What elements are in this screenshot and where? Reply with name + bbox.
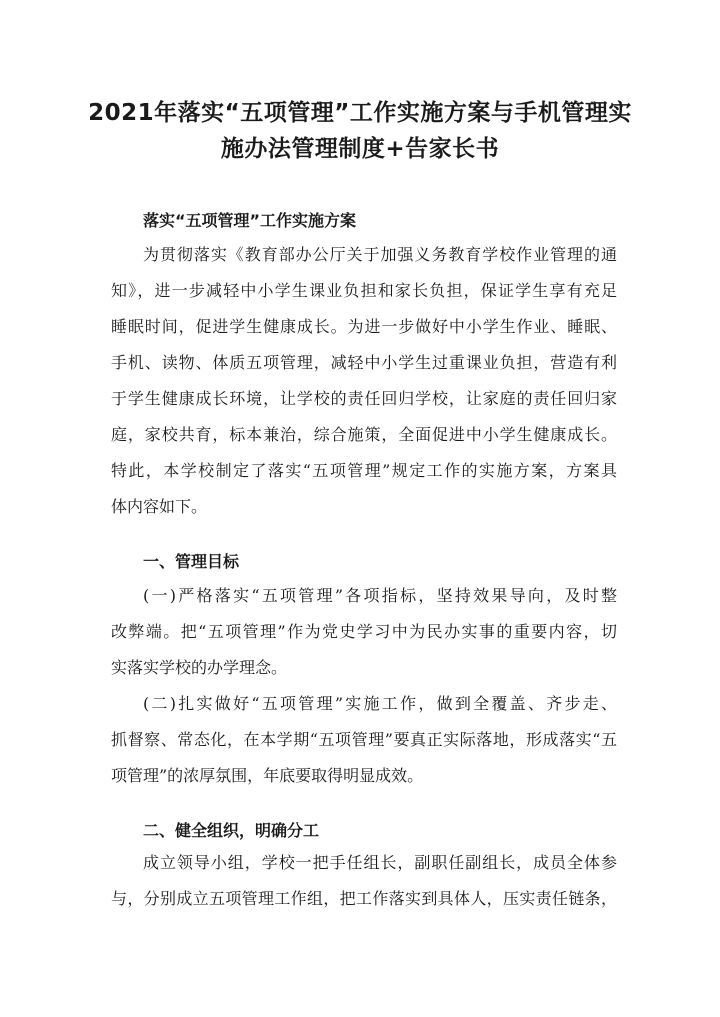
section-title: 落实“五项管理”工作实施方案 — [143, 211, 357, 230]
document-title-line-2: 施办法管理制度+告家长书 — [220, 136, 500, 162]
paragraph-line: (一)严格落实“五项管理”各项指标，坚持效果导向，及时整 — [143, 586, 617, 605]
paragraph-line: 体内容如下。 — [111, 497, 208, 516]
paragraph-line: 为贯彻落实《教育部办公厅关于加强义务教育学校作业管理的通 — [143, 245, 617, 264]
heading-management-goals: 一、管理目标 — [143, 552, 240, 571]
paragraph-line: 项管理”的浓厚氛围，年底要取得明显成效。 — [111, 766, 424, 785]
goal-paragraph-1 — [111, 578, 617, 686]
heading-organization: 二、健全组织，明确分工 — [143, 821, 320, 840]
paragraph-line: 庭，家校共育，标本兼治，综合施策，全面促进中小学生健康成长。 — [111, 425, 617, 444]
goal-paragraph-2 — [111, 686, 617, 794]
paragraph-line: 实落实学校的办学理念。 — [111, 658, 288, 677]
paragraph-line: 成立领导小组，学校一把手任组长，副职任副组长，成员全体参 — [143, 853, 617, 872]
document-title-line-1: 2021年落实“五项管理”工作实施方案与手机管理实 — [88, 100, 632, 126]
paragraph-line: 手机、读物、体质五项管理，减轻中小学生过重课业负担，营造有利 — [111, 353, 617, 372]
intro-paragraph — [111, 237, 617, 525]
paragraph-line: 与，分别成立五项管理工作组，把工作落实到具体人，压实责任链条， — [111, 889, 617, 908]
paragraph-line: 知》，进一步减轻中小学生课业负担和家长负担，保证学生享有充足 — [111, 281, 617, 300]
paragraph-line: 改弊端。把“五项管理”作为党史学习中为民办实事的重要内容，切 — [111, 622, 617, 641]
paragraph-line: 特此，本学校制定了落实“五项管理”规定工作的实施方案，方案具 — [111, 461, 617, 480]
paragraph-line: (二)扎实做好“五项管理”实施工作，做到全覆盖、齐步走、 — [143, 694, 617, 713]
paragraph-line: 于学生健康成长环境，让学校的责任回归学校，让家庭的责任回归家 — [111, 389, 617, 408]
paragraph-line: 抓督察、常态化，在本学期“五项管理”要真正实际落地，形成落实“五 — [111, 730, 617, 749]
organization-paragraph — [111, 845, 617, 917]
paragraph-line: 睡眠时间，促进学生健康成长。为进一步做好中小学生作业、睡眠、 — [111, 317, 617, 336]
